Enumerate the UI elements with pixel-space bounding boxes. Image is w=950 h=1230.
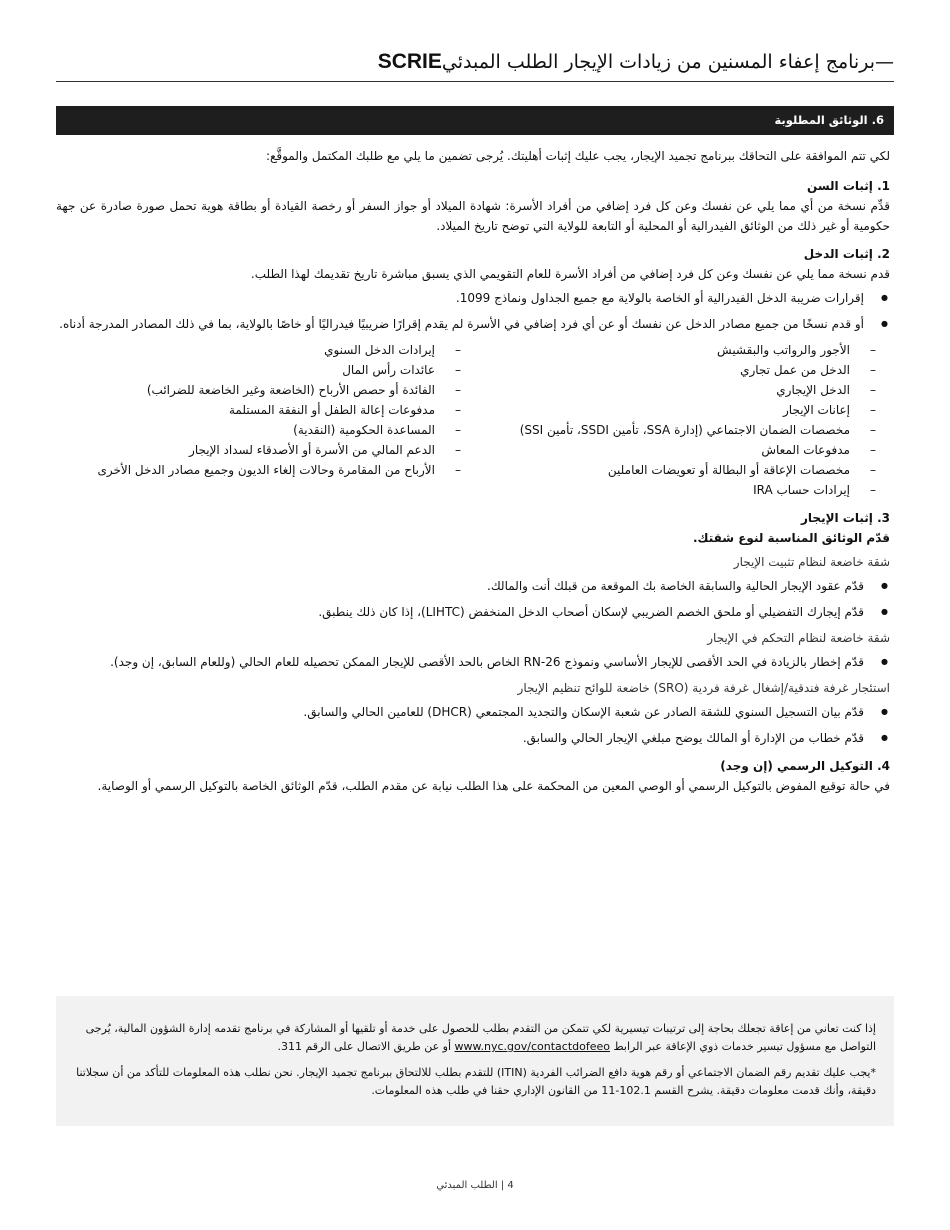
power-of-attorney (56, 756, 890, 796)
page-number-footer: 4 | الطلب المبدئي (436, 1180, 514, 1191)
list-item: ● قدّم بيان التسجيل السنوي للشقة الصادر عن شعبة الإسكان والتجديد المجتمعي (DHCR) للعامين الحالي والسابق. (56, 702, 890, 722)
proof-of-income (56, 244, 890, 500)
page-header (56, 48, 894, 82)
income-source-item: – المساعدة الحكومية (النقدية) (56, 420, 465, 440)
list-item: ● إقرارات ضريبة الدخل الفيدرالية أو الخاصة بالولاية مع جميع الجداول ونماذج 1099. (56, 288, 890, 308)
income-source-item: – إعانات الإيجار (473, 400, 880, 420)
income-sources-grid (56, 340, 890, 500)
list-item: ● قدّم إيجارك التفضيلي أو ملحق الخصم الضريبي لإسكان أصحاب الدخل المنخفض (LIHTC)، إذا كان ذلك ينطبق. (56, 602, 890, 622)
income-source-item: – إيرادات حساب IRA (473, 480, 880, 500)
income-source-item: – مخصصات الإعاقة أو البطالة أو تعويضات العاملين (473, 460, 880, 480)
rent-controlled-bullets (56, 652, 890, 672)
income-bullets (56, 288, 890, 334)
sro-bullets (56, 702, 890, 748)
section-intro: لكي تتم الموافقة على التحاقك ببرنامج تجميد الإيجار، يجب عليك إثبات أهليتك. يُرجى تضمين ما يلي مع طلبك المكتمل والموقَّع: (265, 149, 890, 163)
income-source-item: – الفائدة أو حصص الأرباح (الخاضعة وغير الخاضعة للضرائب) (56, 380, 465, 400)
income-source-item: – إيرادات الدخل السنوي (56, 340, 465, 360)
brand-name: SCRIE (377, 50, 442, 73)
list-item: ● أو قدم نسخًا من جميع مصادر الدخل عن نفسك أو عن أي فرد إضافي في الأسرة لم يقدم إقرارًا ضريبيًا فيدراليًا أو خاصًا بالولاية، بما في ذلك المصادر المدرجة أدناه. (56, 314, 890, 334)
proof-of-age-title: 1. إثبات السن (807, 179, 890, 193)
apartment-type-sro: استئجار غرفة فندقية/إشغال غرفة فردية (SRO) خاضعة للوائح تنظيم الإيجار (517, 681, 890, 695)
proof-of-age (56, 176, 890, 236)
power-of-attorney-text: في حالة توقيع المفوض بالتوكيل الرسمي أو الوصي المعين من المحكمة على هذا الطلب نيابة عن مقدم الطلب، قدّم الوثائق الخاصة بالتوكيل الرسمي أو الوصاية. (97, 779, 890, 793)
income-source-item: – الدخل من عمل تجاري (473, 360, 880, 380)
apartment-type-rent-stabilized: شقة خاضعة لنظام تثبيت الإيجار (733, 555, 890, 569)
apartment-type-rent-controlled: شقة خاضعة لنظام التحكم في الإيجار (707, 631, 890, 645)
income-sources-column-1 (473, 340, 890, 500)
list-item: ● قدّم عقود الإيجار الحالية والسابقة الخاصة بك الموقعة من قبلك أنت والمالك. (56, 576, 890, 596)
income-sources-column-2 (56, 340, 473, 500)
contact-link[interactable]: www.nyc.gov/contactdofeeo (454, 1040, 610, 1053)
income-source-item: – مدفوعات المعاش (473, 440, 880, 460)
proof-of-rent-title: 3. إثبات الإيجار (801, 511, 890, 525)
proof-of-age-text: قدِّم نسخة من أي مما يلي عن نفسك وعن كل فرد إضافي من أفراد الأسرة: شهادة الميلاد أو جواز السفر أو رخصة القيادة أو بطاقة هوية تحمل صورة صادرة عن جهة حكومية أو غير ذلك من الوثائق الفيدرالية أو المحلية أو التابعة للولاية التي توضح تاريخ الميلاد. (56, 199, 890, 233)
income-source-item: – مخصصات الضمان الاجتماعي (إدارة SSA، تأمين SSDI، تأمين SSI) (473, 420, 880, 440)
proof-of-rent-subtitle: قدّم الوثائق المناسبة لنوع شقتك. (692, 531, 890, 545)
income-source-item: – عائدات رأس المال (56, 360, 465, 380)
income-source-item: – الأرباح من المقامرة وحالات إلغاء الديون وجميع مصادر الدخل الأخرى (56, 460, 465, 480)
accessibility-notice-box (56, 996, 894, 1126)
page-title (378, 50, 894, 74)
list-item: ● قدّم خطاب من الإدارة أو المالك يوضح مبلغي الإيجار الحالي والسابق. (56, 728, 890, 748)
income-source-item: – مدفوعات إعالة الطفل أو النفقة المستلمة (56, 400, 465, 420)
power-of-attorney-title: 4. التوكيل الرسمي (إن وجد) (720, 759, 890, 773)
income-source-item: – الدعم المالي من الأسرة أو الأصدقاء لسداد الإيجار (56, 440, 465, 460)
list-item: ● قدّم إخطار بالزيادة في الحد الأقصى للإيجار الأساسي ونموذج RN-26 الخاص بالحد الأقصى للإيجار الممكن تحصيله للعام الحالي (وللعام السابق، إن وجد). (56, 652, 890, 672)
proof-of-income-text: قدم نسخة مما يلي عن نفسك وعن كل فرد إضافي من أفراد الأسرة للعام التقويمي الذي يسبق مباشرة تاريخ تقديمك لهذا الطلب. (250, 267, 890, 281)
document-body (56, 146, 890, 804)
proof-of-rent (56, 508, 890, 748)
program-title: —برنامج إعفاء المسنين من زيادات الإيجار الطلب المبدئي (441, 51, 894, 73)
accessibility-text: إذا كنت تعاني من إعاقة تجعلك بحاجة إلى ترتيبات تيسيرية لكي تتمكن من التقدم بطلب للحصول على خدمة أو تلقيها أو المشاركة في برنامج تقدمه إدارة الشؤون المالية، يُرجى التواصل مع مسؤول تيسير خدمات ذوي الإعاقة عبر الرابط (85, 1022, 876, 1053)
itin-notice: *يجب عليك تقديم رقم الضمان الاجتماعي أو رقم هوية دافع الضرائب الفردية (ITIN) للتقدم بطلب للالتحاق ببرنامج تجميد الإيجار. نحن نطلب هذه المعلومات للتأكد من أن سجلاتنا دقيقة، وأنك قدمت معلومات دقيقة. يشرح القسم 102.1-11 من القانون الإداري حقنا في طلب هذه المعلومات. (76, 1066, 876, 1097)
accessibility-notice (74, 1020, 876, 1056)
section-heading-bar: 6. الوثائق المطلوبة (56, 106, 894, 135)
income-source-item: – الدخل الإيجاري (473, 380, 880, 400)
accessibility-text-end: أو عن طريق الاتصال على الرقم 311. (277, 1040, 452, 1053)
proof-of-income-title: 2. إثبات الدخل (803, 247, 890, 261)
rent-stabilized-bullets (56, 576, 890, 622)
income-source-item: – الأجور والرواتب والبقشيش (473, 340, 880, 360)
